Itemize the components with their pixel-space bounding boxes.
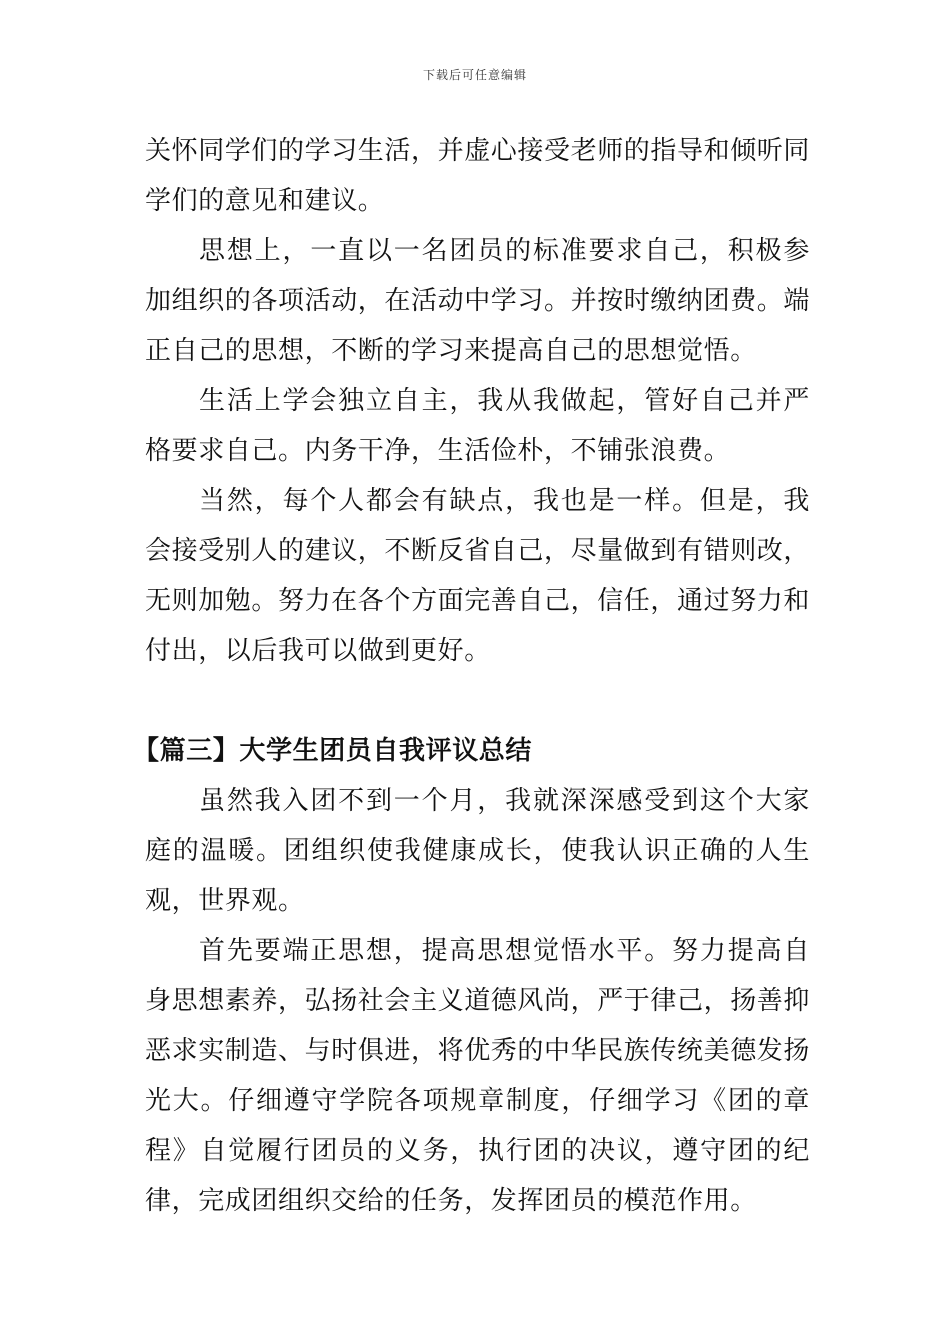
paragraph-intro: 虽然我入团不到一个月，我就深深感受到这个大家庭的温暖。团组织使我健康成长，使我认识正确的人生观，世界观。 — [145, 786, 810, 916]
document-body — [133, 126, 811, 1226]
paragraph-shortcomings: 当然，每个人都会有缺点，我也是一样。但是，我会接受别人的建议，不断反省自己，尽量做到有错则改，无则加勉。努力在各个方面完善自己，信任，通过努力和付出，以后我可以做到更好。 — [145, 486, 811, 666]
paragraph-continuation: 关怀同学们的学习生活，并虚心接受老师的指导和倾听同学们的意见和建议。 — [145, 136, 811, 216]
page-header: 下载后可任意编辑 — [422, 68, 527, 82]
section-title: 【篇三】大学生团员自我评议总结 — [133, 736, 533, 766]
section-gap — [145, 676, 810, 726]
paragraph-ideology: 首先要端正思想，提高思想觉悟水平。努力提高自身思想素养，弘扬社会主义道德风尚，严于律己，扬善抑恶求实制造、与时俱进，将优秀的中华民族传统美德发扬光大。仔细遵守学院各项规章制度，仔细学习《团的章程》自觉履行团员的义务，执行团的决议，遵守团的纪律，完成团组织交给的任务，发挥团员的模范作用。 — [145, 936, 811, 1216]
paragraph-thought: 思想上，一直以一名团员的标准要求自己，积极参加组织的各项活动，在活动中学习。并按时缴纳团费。端正自己的思想，不断的学习来提高自己的思想觉悟。 — [145, 236, 811, 366]
paragraph-life: 生活上学会独立自主，我从我做起，管好自己并严格要求自己。内务干净，生活俭朴，不铺张浪费。 — [145, 386, 810, 466]
